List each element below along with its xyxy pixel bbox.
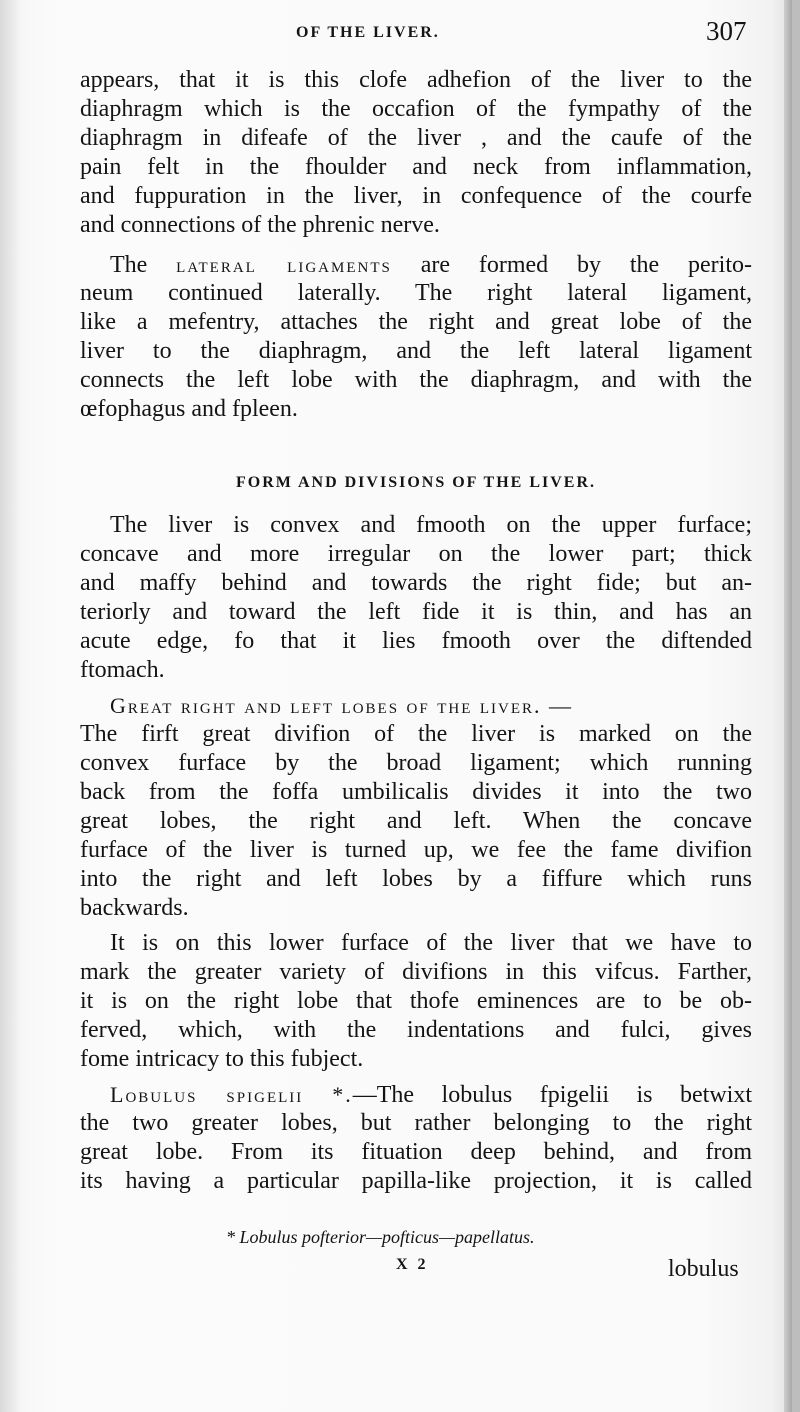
text-line: œfophagus and fpleen.	[80, 396, 298, 422]
paragraph-great-lobes	[80, 691, 752, 923]
text-line	[80, 250, 752, 279]
paragraph-lead: The	[110, 252, 148, 278]
text-line: The liver is convex and fmooth on the upper furface;	[110, 512, 752, 538]
text-line: great lobes, the right and left. When the concave	[80, 808, 752, 834]
text-run: are formed by the perito-	[420, 252, 752, 278]
text-run: —The lobulus fpigelii is betwixt	[352, 1082, 752, 1108]
catchword: lobulus	[668, 1256, 739, 1282]
text-line: and maffy behind and towards the right fide; but an-	[80, 570, 752, 596]
signature-mark: X 2	[396, 1256, 429, 1273]
paragraph-lobulus-spigelii	[80, 1080, 752, 1196]
text-line	[80, 691, 752, 720]
paragraph-form-of-liver	[80, 511, 752, 685]
text-line: The firft great divifion of the liver is marked on the	[80, 721, 752, 747]
text-line: connects the left lobe with the diaphragm, and with the	[80, 367, 752, 393]
text-line: diaphragm in difeafe of the liver , and the caufe of the	[80, 125, 752, 151]
running-title: OF THE LIVER.	[296, 24, 440, 41]
text-line: it is on the right lobe that thofe eminences are to be ob-	[80, 988, 752, 1014]
paragraph-lateral-ligaments	[80, 250, 752, 424]
text-line: its having a particular papilla-like projection, it is called	[80, 1168, 752, 1194]
text-line: convex furface by the broad ligament; which running	[80, 750, 752, 776]
text-line: ferved, which, with the indentations and fulci, gives	[80, 1017, 752, 1043]
text-line: into the right and left lobes by a fiffure which runs	[80, 866, 752, 892]
body-text	[80, 66, 752, 1196]
section-heading: FORM AND DIVISIONS OF THE LIVER.	[235, 474, 597, 491]
footnote: * Lobulus pofterior—pofticus—papellatus.	[226, 1227, 535, 1247]
text-line: back from the foffa umbilicalis divides it into the two	[80, 779, 752, 805]
text-line: the two greater lobes, but rather belonging to the right	[80, 1110, 752, 1136]
text-line: concave and more irregular on the lower part; thick	[80, 541, 752, 567]
text-line: It is on this lower furface of the liver that we have to	[110, 930, 752, 956]
text-line: acute edge, fo that it lies fmooth over the diftended	[80, 628, 752, 654]
text-line: appears, that it is this clofe adhefion of the liver to the	[80, 67, 752, 93]
text-line: like a mefentry, attaches the right and great lobe of the	[80, 309, 752, 335]
text-line: ftomach.	[80, 657, 165, 683]
text-line: diaphragm which is the occafion of the fympathy of the	[80, 96, 752, 122]
text-line: fome intricacy to this fubject.	[80, 1046, 364, 1072]
page-number: 307	[706, 16, 747, 46]
text-line: teriorly and toward the left fide it is thin, and has an	[80, 599, 752, 625]
text-line: pain felt in the fhoulder and neck from inflammation,	[80, 154, 752, 180]
text-line: neum continued laterally. The right lateral ligament,	[80, 280, 752, 306]
paragraph-lower-surface	[80, 929, 752, 1074]
text-line: mark the greater variety of divifions in this vifcus. Farther,	[80, 959, 752, 985]
text-line: backwards.	[80, 895, 189, 921]
text-line: and connections of the phrenic nerve.	[80, 212, 440, 238]
term-lateral-ligaments: lateral ligaments	[176, 252, 392, 277]
text-line	[80, 1080, 752, 1109]
subheading-lobulus-spigelii: Lobulus spigelii *.	[110, 1082, 353, 1107]
text-line: liver to the diaphragm, and the left lateral ligament	[80, 338, 752, 364]
subheading-great-lobes: Great right and left lobes of the liver. —	[110, 693, 574, 718]
text-line: great lobe. From its fituation deep behind, and from	[80, 1139, 752, 1165]
text-line: furface of the liver is turned up, we fee the fame divifion	[80, 837, 752, 863]
running-head	[0, 16, 792, 46]
paragraph-phrenic-nerve	[80, 66, 752, 240]
text-line: and fuppuration in the liver, in confequence of the courfe	[80, 183, 752, 209]
